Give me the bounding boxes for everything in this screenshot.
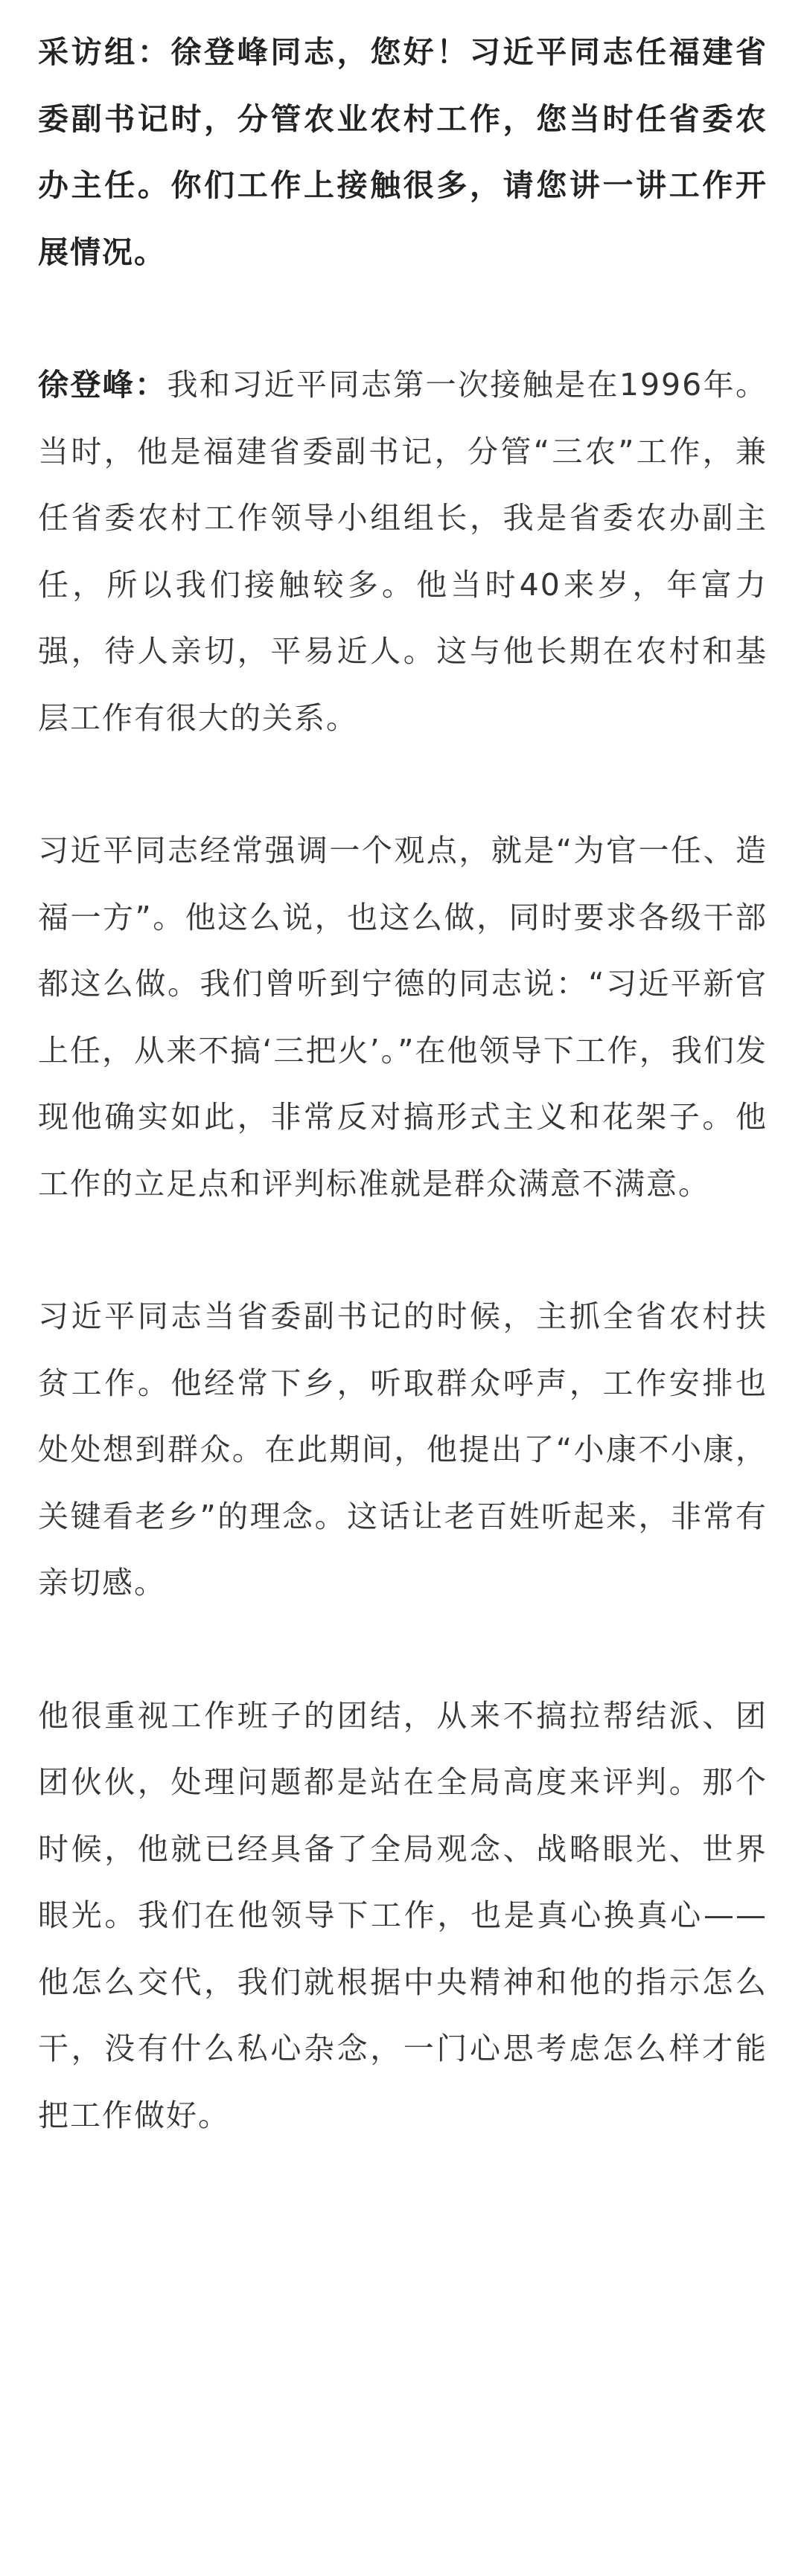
paragraph-team-unity: 他很重视工作班子的团结，从来不搞拉帮结派、团团伙伙，处理问题都是站在全局高度来评判。那个时候，他就已经具备了全局观念、战略眼光、世界眼光。我们在他领导下工作，也是真心换真心——他怎么交代，我们就根据中央精神和他的指示怎么干，没有什么私心杂念，一门心思考虑怎么样才能把工作做好。 — [38, 1697, 768, 2133]
interview-question: 采访组：徐登峰同志，您好！习近平同志任福建省委副书记时，分管农业农村工作，您当时任省委农办主任。你们工作上接触很多，请您讲一讲工作开展情况。 — [38, 34, 768, 270]
paragraph-poverty-relief: 习近平同志当省委副书记的时候，主抓全省农村扶贫工作。他经常下乡，听取群众呼声，工作安排也处处想到群众。在此期间，他提出了“小康不小康，关键看老乡”的理念。这话让老百姓听起来，非常有亲切感。 — [38, 1298, 768, 1601]
paragraph-official-duty: 习近平同志经常强调一个观点，就是“为官一任、造福一方”。他这么说，也这么做，同时要求各级干部都这么做。我们曾听到宁德的同志说：“习近平新官上任，从来不搞‘三把火’。”在他领导下工作，我们发现他确实如此，非常反对搞形式主义和花架子。他工作的立足点和评判标准就是群众满意不满意。 — [38, 833, 768, 1202]
speaker-name: 徐登峰： — [38, 367, 168, 403]
article-body — [38, 19, 768, 2215]
interview-answer — [38, 352, 768, 752]
answer-text: 我和习近平同志第一次接触是在1996年。当时，他是福建省委副书记，分管“三农”工作，兼任省委农村工作领导小组组长，我是省委农办副主任，所以我们接触较多。他当时40来岁，年富力强，待人亲切，平易近人。这与他长期在农村和基层工作有很大的关系。 — [38, 367, 768, 736]
